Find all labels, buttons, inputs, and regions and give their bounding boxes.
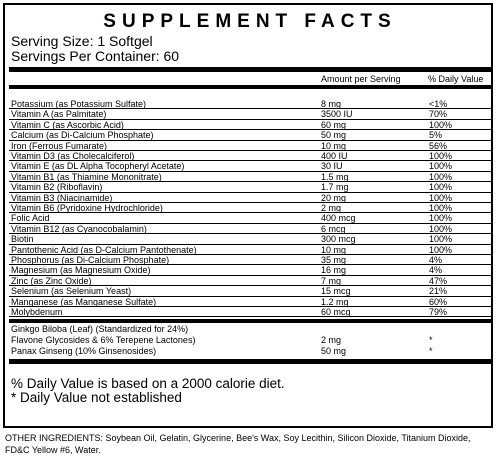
- nutrient-name: Magnesium (as Magnesium Oxide): [11, 265, 151, 276]
- nutrient-daily-value: 100%: [429, 171, 453, 182]
- nutrient-daily-value: 79%: [429, 307, 448, 317]
- nutrient-amount: 1.7 mg: [321, 182, 349, 193]
- nutrient-name: Molybdenum: [11, 307, 63, 317]
- nutrient-daily-value: 100%: [429, 192, 453, 203]
- nutrient-name: Vitamin A (as Palmitate): [11, 109, 107, 120]
- nutrient-amount: 60 mcg: [321, 307, 351, 317]
- table-row: [9, 193, 491, 203]
- table-row: [9, 203, 491, 213]
- thick-divider: [9, 67, 491, 72]
- nutrient-amount: 1.5 mg: [321, 171, 349, 182]
- nutrient-daily-value: 100%: [429, 213, 453, 224]
- footnote-divider: [9, 359, 491, 364]
- panel-title: SUPPLEMENT FACTS: [103, 11, 397, 32]
- table-row: [9, 276, 491, 286]
- table-row: [9, 130, 491, 140]
- table-row: [9, 109, 491, 119]
- supplement-facts-panel: [3, 3, 493, 428]
- table-row: [9, 265, 491, 275]
- nutrient-daily-value: <1%: [429, 99, 448, 109]
- daily-value-header: % Daily Value: [428, 74, 484, 84]
- nutrient-amount: 50 mg: [321, 130, 347, 141]
- nutrient-daily-value: 100%: [429, 119, 453, 130]
- nutrient-name: Calcium (as Di-Calcium Phosphate): [11, 130, 154, 141]
- ginkgo-line-1: Ginkgo Biloba (Leaf) (Standardized for 24%): [11, 324, 189, 334]
- table-row: [9, 120, 491, 130]
- nutrient-amount: 10 mg: [321, 244, 347, 255]
- table-row: [9, 297, 491, 307]
- nutrient-name: Vitamin B12 (as Cyanocobalamin): [11, 223, 147, 234]
- other-ingredients: OTHER INGREDIENTS: Soybean Oil, Gelatin, Glycerine, Bee's Wax, Soy Lecithin, Silicon Dioxide, Titanium Dioxide, FD&C Yellow #6, Water.: [5, 433, 471, 455]
- nutrient-name: Selenium (as Selenium Yeast): [11, 286, 132, 297]
- table-row: [9, 307, 491, 317]
- footnote-not-established: * Daily Value not established: [11, 390, 182, 405]
- nutrient-name: Iron (Ferrous Fumarate): [11, 140, 108, 151]
- nutrient-name: Vitamin B1 (as Thiamine Mononitrate): [11, 171, 162, 182]
- nutrient-daily-value: 5%: [429, 130, 443, 141]
- table-row: [9, 141, 491, 151]
- nutrient-daily-value: 60%: [429, 296, 448, 307]
- nutrient-name: Zinc (as Zinc Oxide): [11, 275, 92, 286]
- nutrient-amount: 15 mcg: [321, 286, 351, 297]
- nutrient-amount: 20 mg: [321, 192, 347, 203]
- table-row: [9, 182, 491, 192]
- nutrient-name: Phosphorus (as Di-Calcium Phosphate): [11, 255, 170, 265]
- header-divider: [9, 85, 491, 89]
- nutrient-name: Vitamin E (as DL Alpha Tocopheryl Acetate): [11, 161, 185, 172]
- nutrient-daily-value: 4%: [429, 265, 443, 276]
- nutrient-daily-value: 56%: [429, 140, 448, 151]
- nutrient-daily-value: 100%: [429, 203, 453, 213]
- table-row: [9, 224, 491, 234]
- table-row: [9, 234, 491, 244]
- table-row: [9, 213, 491, 223]
- nutrient-amount: 1.2 mg: [321, 296, 349, 307]
- nutrient-name: Manganese (as Manganese Sulfate): [11, 296, 157, 307]
- nutrient-name: Vitamin D3 (as Cholecalciferol): [11, 151, 135, 161]
- nutrient-daily-value: 100%: [429, 223, 453, 234]
- table-divider: [9, 319, 491, 323]
- nutrient-daily-value: 21%: [429, 286, 448, 297]
- nutrient-amount: 10 mg: [321, 140, 347, 151]
- ginseng-amount: 50 mg: [321, 346, 347, 356]
- nutrient-daily-value: 100%: [429, 161, 453, 172]
- ginseng-name: Panax Ginseng (10% Ginsenosides): [11, 346, 157, 356]
- nutrient-daily-value: 100%: [429, 151, 453, 161]
- ginkgo-amount: 2 mg: [321, 335, 342, 345]
- nutrient-amount: 400 mcg: [321, 213, 356, 224]
- nutrient-amount: 30 IU: [321, 161, 343, 172]
- nutrient-amount: 60 mg: [321, 119, 347, 130]
- amount-header: Amount per Serving: [321, 74, 401, 84]
- servings-per-container: Servings Per Container: 60: [11, 48, 180, 64]
- nutrient-daily-value: 70%: [429, 109, 448, 120]
- nutrient-amount: 3500 IU: [321, 109, 353, 120]
- nutrient-amount: 300 mcg: [321, 234, 356, 245]
- nutrient-name: Vitamin B3 (Niacinamide): [11, 192, 113, 203]
- nutrient-amount: 6 mcg: [321, 223, 346, 234]
- table-row: [9, 245, 491, 255]
- nutrient-daily-value: 100%: [429, 182, 453, 193]
- table-row: [9, 99, 491, 109]
- nutrient-amount: 8 mg: [321, 99, 342, 109]
- nutrient-daily-value: 47%: [429, 275, 448, 286]
- table-row: [9, 172, 491, 182]
- nutrient-name: Biotin: [11, 234, 34, 245]
- nutrient-name: Vitamin B2 (Riboflavin): [11, 182, 103, 193]
- nutrient-daily-value: 100%: [429, 234, 453, 245]
- nutrient-name: Folic Acid: [11, 213, 50, 224]
- nutrient-amount: 16 mg: [321, 265, 347, 276]
- serving-size: Serving Size: 1 Softgel: [11, 33, 153, 49]
- table-row: [9, 151, 491, 161]
- nutrient-daily-value: 4%: [429, 255, 443, 265]
- footnote-daily-value: % Daily Value is based on a 2000 calorie diet.: [11, 376, 285, 391]
- table-row: [9, 255, 491, 265]
- nutrient-amount: 35 mg: [321, 255, 347, 265]
- nutrient-amount: 2 mg: [321, 203, 342, 213]
- nutrient-name: Pantothenic Acid (as D-Calcium Pantothenate): [11, 244, 197, 255]
- table-row: [9, 161, 491, 171]
- nutrient-amount: 400 IU: [321, 151, 348, 161]
- ginkgo-dv: *: [429, 335, 433, 345]
- nutrient-name: Vitamin B6 (Pyridoxine Hydrochloride): [11, 203, 163, 213]
- nutrient-name: Potassium (as Potassium Sulfate): [11, 99, 147, 109]
- nutrient-daily-value: 100%: [429, 244, 453, 255]
- ginseng-dv: *: [429, 346, 433, 356]
- nutrient-name: Vitamin C (as Ascorbic Acid): [11, 119, 124, 130]
- ginkgo-line-2: Flavone Glycosides & 6% Terepene Lactones): [11, 335, 196, 345]
- nutrient-amount: 7 mg: [321, 275, 342, 286]
- table-row: [9, 286, 491, 296]
